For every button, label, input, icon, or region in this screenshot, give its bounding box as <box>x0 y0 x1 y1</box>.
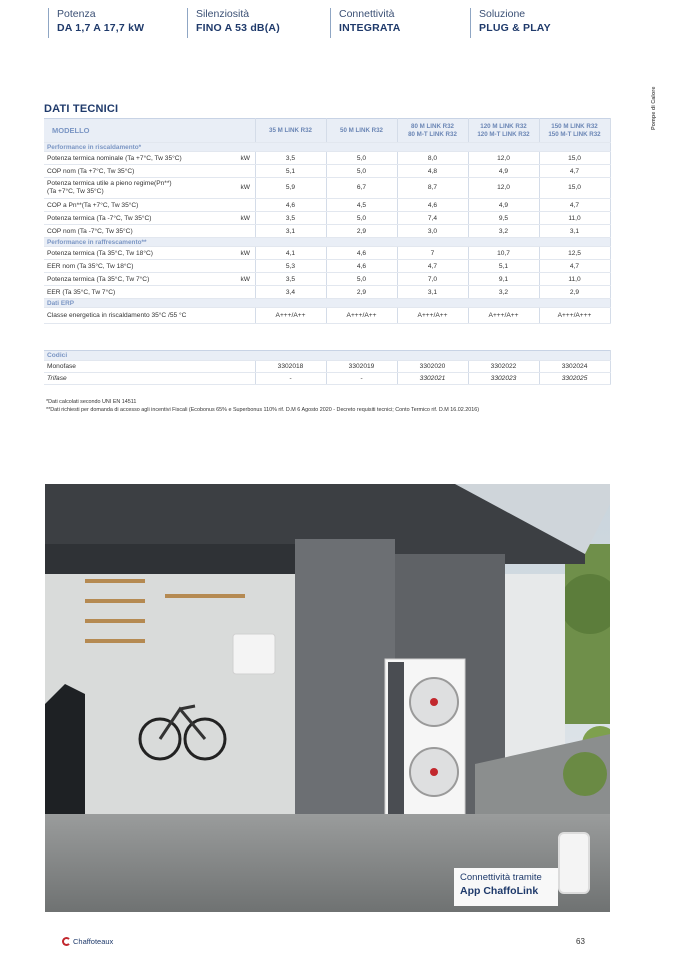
table-row <box>44 199 610 212</box>
code-cell: 3302022 <box>468 361 539 373</box>
code-cell: 3302020 <box>397 361 468 373</box>
table-cell: 8,7 <box>397 178 468 199</box>
brand-logo <box>62 937 113 946</box>
table-cell: 5,1 <box>255 165 326 178</box>
table-cell: 3,5 <box>255 273 326 286</box>
table-cell: 11,0 <box>539 212 610 225</box>
smartphone-icon <box>558 832 590 894</box>
model-column-header <box>326 119 397 143</box>
brand-logo-icon <box>62 937 71 946</box>
table-cell: 2,9 <box>326 286 397 299</box>
row-label-text: Potenza termica (Ta -7°C, Tw 35°C) <box>47 214 152 222</box>
house-scene-illustration <box>45 484 610 912</box>
section-title: Performance in raffrescamento** <box>44 238 610 247</box>
footnote: *Dati calcolati secondo UNI EN 14511 <box>46 399 137 405</box>
table-cell: A+++/A++ <box>255 308 326 324</box>
table-cell: 11,0 <box>539 273 610 286</box>
row-unit <box>236 199 255 212</box>
code-cell: - <box>326 373 397 385</box>
table-cell: A+++/A+++ <box>539 308 610 324</box>
table-cell: 5,3 <box>255 260 326 273</box>
model-header: MODELLO <box>44 119 255 143</box>
row-label-text: Classe energetica in riscaldamento 35°C /55 °C <box>47 312 187 319</box>
model-name: 120 M LINK R32 <box>480 122 527 130</box>
table-cell: 2,9 <box>539 286 610 299</box>
row-unit <box>236 286 255 299</box>
table-cell: 4,9 <box>468 165 539 178</box>
table-cell: 5,0 <box>326 273 397 286</box>
table-cell: 4,7 <box>539 165 610 178</box>
model-name: 80 M LINK R32 <box>411 122 454 130</box>
row-label <box>44 199 236 212</box>
table-cell: 5,0 <box>326 152 397 165</box>
section-title: DATI TECNICI <box>44 103 119 115</box>
table-cell: 4,9 <box>468 199 539 212</box>
table-cell: 6,7 <box>326 178 397 199</box>
row-unit <box>236 165 255 178</box>
table-cell: A+++/A++ <box>326 308 397 324</box>
code-cell: 3302018 <box>255 361 326 373</box>
row-label-text: (Ta +7°C, Tw 35°C) <box>47 188 104 195</box>
model-name: 150 M LINK R32 <box>551 122 598 130</box>
table-row <box>44 212 610 225</box>
table-cell: 4,8 <box>397 165 468 178</box>
row-label-text: COP nom (Ta -7°C, Tw 35°C) <box>47 227 133 235</box>
section-title: Performance in riscaldamento* <box>44 143 610 152</box>
table-cell: 7 <box>397 247 468 260</box>
table-cell: 4,6 <box>326 260 397 273</box>
row-label <box>44 212 236 225</box>
section-title: Dati ERP <box>44 299 610 308</box>
app-badge-line2: App ChaffoLink <box>460 885 539 897</box>
section-row <box>44 238 610 247</box>
model-name-trifase: 120 M-T LINK R32 <box>477 130 530 138</box>
table-cell: 4,6 <box>255 199 326 212</box>
row-label <box>44 165 236 178</box>
table-cell: 15,0 <box>539 152 610 165</box>
row-label: Trifase <box>44 373 255 385</box>
feature-label: Silenziosità <box>196 8 250 20</box>
table-row <box>44 286 610 299</box>
table-cell: 15,0 <box>539 178 610 199</box>
feature-solution <box>470 8 551 38</box>
table-cell: 12,0 <box>468 152 539 165</box>
row-unit <box>236 308 255 324</box>
row-label <box>44 247 236 260</box>
row-label <box>44 260 236 273</box>
row-label <box>44 286 236 299</box>
table-cell: A+++/A++ <box>468 308 539 324</box>
section-title: Codici <box>44 351 610 361</box>
table-row <box>44 273 610 286</box>
table-cell: 9,1 <box>468 273 539 286</box>
row-unit: kW <box>236 212 255 225</box>
codes-table <box>44 350 611 385</box>
table-cell: 4,7 <box>539 199 610 212</box>
table-cell: 5,1 <box>468 260 539 273</box>
table-row <box>44 247 610 260</box>
table-cell: 3,4 <box>255 286 326 299</box>
row-unit: kW <box>236 247 255 260</box>
model-name: 50 M LINK R32 <box>340 126 383 134</box>
row-label-text: EER (Ta 35°C, Tw 7°C) <box>47 288 116 296</box>
code-cell: - <box>255 373 326 385</box>
table-cell: 4,5 <box>326 199 397 212</box>
table-cell: 5,0 <box>326 212 397 225</box>
row-unit: kW <box>236 273 255 286</box>
table-header-row <box>44 119 610 143</box>
row-label <box>44 178 236 199</box>
table-cell: 3,5 <box>255 152 326 165</box>
row-unit <box>236 260 255 273</box>
table-cell: 4,1 <box>255 247 326 260</box>
row-label-text: COP a Pn**(Ta +7°C, Tw 35°C) <box>47 201 139 209</box>
code-cell: 3302021 <box>397 373 468 385</box>
table-cell: 3,2 <box>468 286 539 299</box>
feature-power <box>48 8 144 38</box>
table-row <box>44 165 610 178</box>
codes-row <box>44 373 610 385</box>
row-label <box>44 225 236 238</box>
row-unit <box>236 225 255 238</box>
row-label-text: Potenza termica (Ta 35°C, Tw 18°C) <box>47 249 153 257</box>
table-cell: 12,0 <box>468 178 539 199</box>
row-label-text: COP nom (Ta +7°C, Tw 35°C) <box>47 167 135 175</box>
model-column-header <box>539 119 610 143</box>
page-number: 63 <box>576 937 585 946</box>
table-cell: 10,7 <box>468 247 539 260</box>
table-cell: A+++/A++ <box>397 308 468 324</box>
table-cell: 5,0 <box>326 165 397 178</box>
table-cell: 8,0 <box>397 152 468 165</box>
table-cell: 7,0 <box>397 273 468 286</box>
code-cell: 3302019 <box>326 361 397 373</box>
row-label-text: Potenza termica (Ta 35°C, Tw 7°C) <box>47 275 150 283</box>
table-cell: 4,6 <box>397 199 468 212</box>
row-label-text: EER nom (Ta 35°C, Tw 18°C) <box>47 262 134 270</box>
table-row <box>44 308 610 324</box>
feature-label: Potenza <box>57 8 96 20</box>
table-cell: 4,6 <box>326 247 397 260</box>
table-row <box>44 260 610 273</box>
app-badge-line1: Connettività tramite <box>460 872 542 883</box>
row-label-text: Potenza termica nominale (Ta +7°C, Tw 35°C) <box>47 154 182 162</box>
row-label <box>44 273 236 286</box>
model-column-header <box>397 119 468 143</box>
model-name: 35 M LINK R32 <box>269 126 312 134</box>
table-cell: 4,7 <box>539 260 610 273</box>
model-column-header <box>255 119 326 143</box>
feature-label: Soluzione <box>479 8 526 20</box>
row-unit: kW <box>236 178 255 199</box>
section-row <box>44 351 610 361</box>
table-cell: 7,4 <box>397 212 468 225</box>
table-cell: 3,1 <box>255 225 326 238</box>
footnotes <box>46 398 479 414</box>
table-cell: 3,1 <box>397 286 468 299</box>
table-cell: 9,5 <box>468 212 539 225</box>
product-photo <box>45 484 610 912</box>
code-cell: 3302024 <box>539 361 610 373</box>
feature-value: PLUG & PLAY <box>479 22 551 34</box>
table-cell: 3,5 <box>255 212 326 225</box>
section-row <box>44 143 610 152</box>
table-cell: 3,2 <box>468 225 539 238</box>
table-cell: 3,0 <box>397 225 468 238</box>
row-label: Monofase <box>44 361 255 373</box>
feature-value: INTEGRATA <box>339 22 401 34</box>
table-cell: 12,5 <box>539 247 610 260</box>
table-cell: 5,9 <box>255 178 326 199</box>
table-row <box>44 225 610 238</box>
footnote: **Dati richiesti per domanda di accesso agli incentivi Fiscali (Ecobonus 65% e Superbonus 110% rif. D.M 6 Agosto 2020 - Decreto requisiti tecnici; Conto Termico rif. D.M 16.02.2016) <box>46 407 480 413</box>
table-cell: 2,9 <box>326 225 397 238</box>
model-column-header <box>468 119 539 143</box>
feature-bar <box>44 8 564 38</box>
feature-label: Connettività <box>339 8 395 20</box>
side-section-label: Pompe di Calore <box>651 86 657 130</box>
model-name-trifase: 150 M-T LINK R32 <box>548 130 601 138</box>
codes-row <box>44 361 610 373</box>
feature-connectivity <box>330 8 401 38</box>
table-cell: 3,1 <box>539 225 610 238</box>
table-cell: 4,7 <box>397 260 468 273</box>
row-label <box>44 152 236 165</box>
app-badge <box>454 868 558 906</box>
row-label-text: Potenza termica utile a pieno regime(Pn**) <box>47 180 172 187</box>
model-name-trifase: 80 M-T LINK R32 <box>408 130 457 138</box>
table-row <box>44 178 610 199</box>
brand-name: Chaffoteaux <box>73 937 114 946</box>
code-cell: 3302025 <box>539 373 610 385</box>
feature-value: DA 1,7 A 17,7 kW <box>57 22 145 34</box>
row-label <box>44 308 236 324</box>
code-cell: 3302023 <box>468 373 539 385</box>
table-row <box>44 152 610 165</box>
tech-data-table <box>44 118 611 324</box>
feature-value: FINO A 53 dB(A) <box>196 22 280 34</box>
feature-silence <box>187 8 280 38</box>
row-unit: kW <box>236 152 255 165</box>
section-row <box>44 299 610 308</box>
